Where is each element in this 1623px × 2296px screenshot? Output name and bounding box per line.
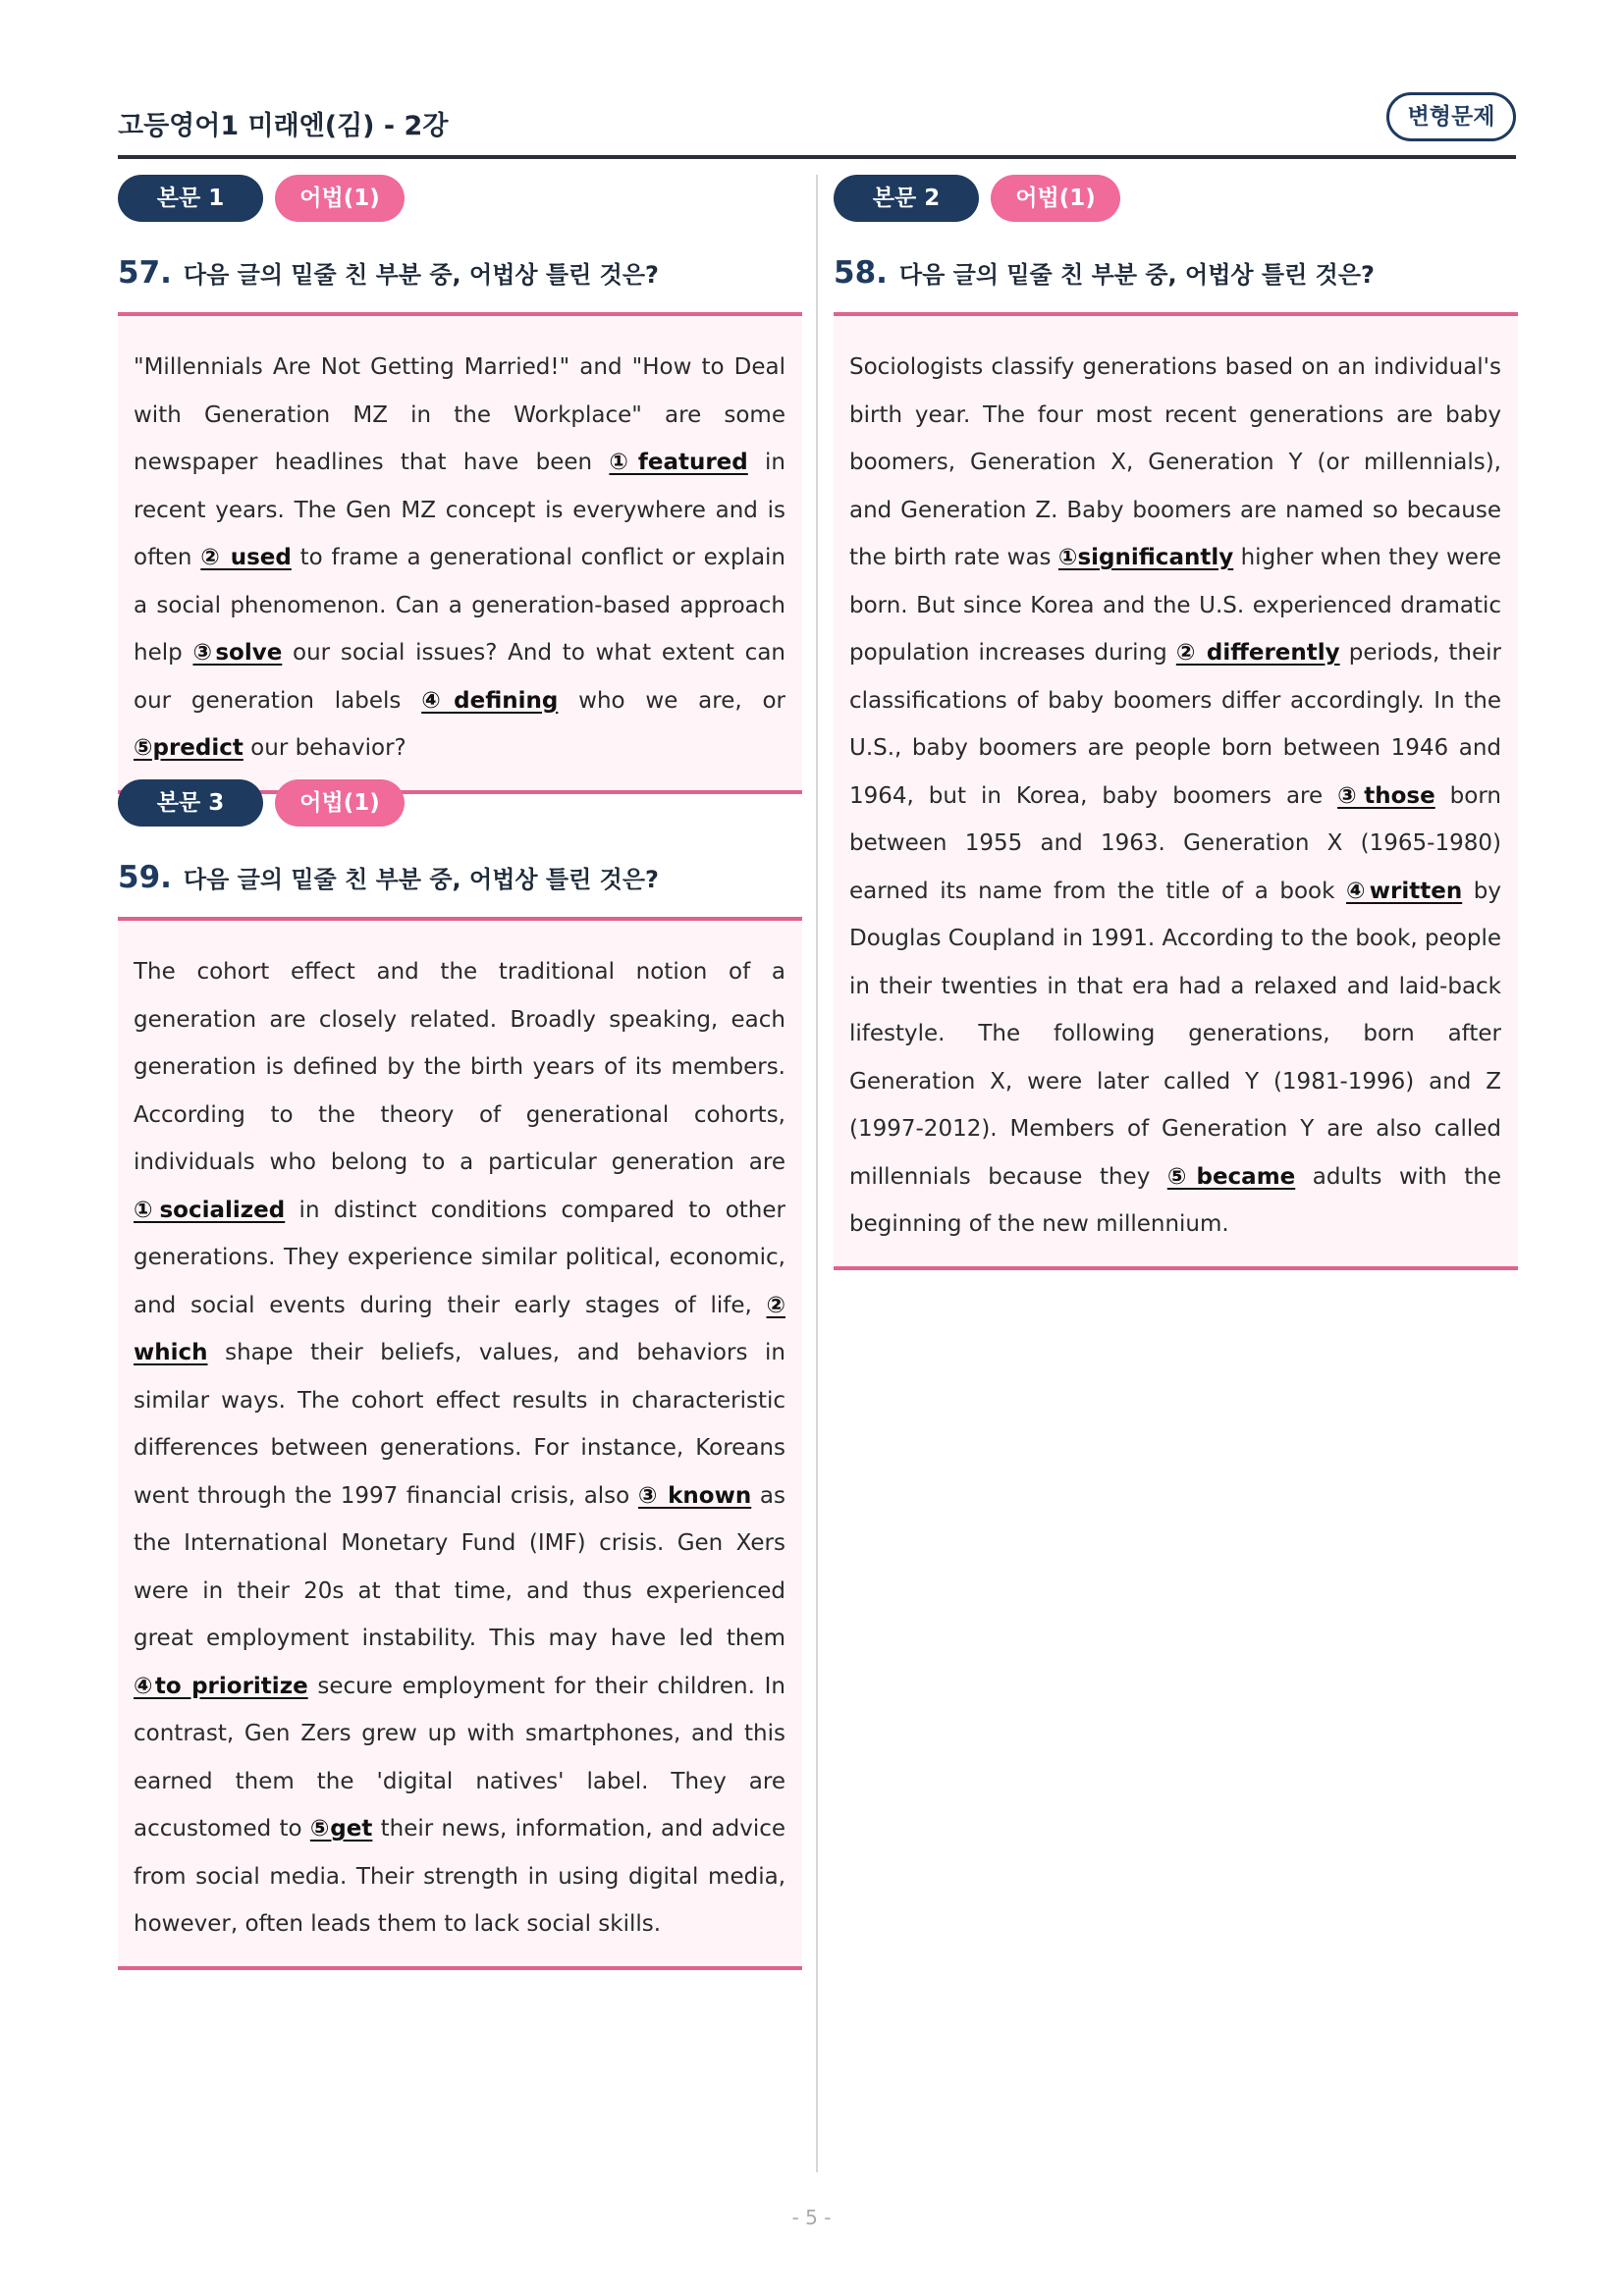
passage-segment: The cohort effect and the traditional notion of a generation are closely related. Broadly speaking, each generation is defined by the birth years of its members. According to the theory of generational cohorts, individuals who belong to a particular generation are xyxy=(134,959,785,1175)
underlined-choice: ③ known xyxy=(637,1482,752,1509)
underlined-choice: ④defining xyxy=(421,687,559,714)
question-number: 57. xyxy=(118,255,172,291)
passage-segment: "Millennials Are Not Getting Married!" and "How to Deal with Generation MZ in the Workplace" are some newspaper headlines that have been xyxy=(134,354,785,475)
category-tag: 어법(1) xyxy=(991,175,1120,222)
passage-box xyxy=(834,312,1518,1270)
underlined-choice: ①significantly xyxy=(1057,545,1234,570)
question-section-59 xyxy=(118,779,802,1937)
underlined-choice: ⑤predict xyxy=(134,735,243,761)
passage-segment: Sociologists classify generations based on an individual's birth year. The four most recent generations are baby boomers, Generation X, Generation Y (or millennials), and Generation Z. Baby boomers are named so because the birth rate was xyxy=(849,354,1501,570)
underlined-choice: ⑤became xyxy=(1166,1163,1296,1190)
passage-segment: their news, information, and advice from social media. Their strength in using digital media, however, often leads them to lack social skills. xyxy=(134,1816,786,1937)
tag-row xyxy=(834,175,1518,224)
underlined-choice: ② differently xyxy=(1175,640,1340,666)
question-number: 58. xyxy=(834,255,888,291)
passage-segment: shape their beliefs, values, and behaviors in similar ways. The cohort effect results in characteristic differences between generations. For instance, Koreans went through the 1997 financial crisis, also xyxy=(134,1340,785,1509)
underlined-choice: ④written xyxy=(1346,878,1463,904)
question-title xyxy=(834,255,1375,291)
underlined-choice: ② used xyxy=(200,545,292,570)
question-section-58 xyxy=(834,175,1518,1237)
passage-segment: by Douglas Coupland in 1991. According to the book, people in their twenties in that era had a relaxed and laid-back lifestyle. The following generations, born after Generation X, were later called Y (1981-1996) and Z (1997-2012). Members of Generation Y are also called millennials because they xyxy=(849,878,1501,1190)
underlined-choice: ③those xyxy=(1337,782,1435,809)
passage-segment: higher when they were born. But since Korea and the U.S. experienced dramatic population increases during xyxy=(849,545,1502,666)
question-text: 다음 글의 밑줄 친 부분 중, 어법상 틀린 것은? xyxy=(183,866,659,893)
category-tag: 어법(1) xyxy=(275,175,405,222)
passage-box xyxy=(118,917,802,1970)
underlined-choice: ② which xyxy=(134,1292,785,1365)
header-divider xyxy=(118,155,1516,159)
question-title xyxy=(118,860,659,895)
passage-segment: secure employment for their children. In contrast, Gen Zers grew up with smartphones, and this earned them the 'digital natives' label. They are accustomed to xyxy=(134,1673,786,1842)
question-text: 다음 글의 밑줄 친 부분 중, 어법상 틀린 것은? xyxy=(183,261,659,289)
passage-tag: 본문 2 xyxy=(834,175,979,222)
passage-text xyxy=(849,344,1501,1249)
page-header xyxy=(118,94,1516,159)
passage-segment: adults with the beginning of the new millennium. xyxy=(849,1163,1501,1237)
underlined-choice: ①socialized xyxy=(134,1197,286,1223)
passage-box xyxy=(118,312,802,794)
passage-segment: periods, their classifications of baby boomers differ accordingly. In the U.S., baby boomers are people born between 1946 and 1964, but in Korea, baby boomers are xyxy=(849,640,1501,809)
passage-segment: in recent years. The Gen MZ concept is everywhere and is often xyxy=(134,450,786,570)
underlined-choice: ④to prioritize xyxy=(134,1673,308,1699)
passage-segment: who we are, or xyxy=(558,687,785,714)
passage-tag: 본문 1 xyxy=(118,175,263,222)
passage-segment: our social issues? And to what extent can our generation labels xyxy=(134,640,785,714)
passage-segment: in distinct conditions compared to other generations. They experience similar political, economic, and social events during their early stages of life, xyxy=(134,1197,785,1318)
question-title xyxy=(118,255,659,291)
question-section-57 xyxy=(118,175,802,761)
page-number: - 5 - xyxy=(791,2206,832,2229)
column-divider xyxy=(816,175,818,2172)
passage-segment: born between 1955 and 1963. Generation X (1965-1980) earned its name from the title of a book xyxy=(849,782,1501,904)
underlined-choice: ①featured xyxy=(609,450,748,475)
question-type-badge: 변형문제 xyxy=(1386,92,1516,141)
passage-segment: to frame a generational conflict or explain a social phenomenon. Can a generation-based approach help xyxy=(134,545,786,666)
question-number: 59. xyxy=(118,860,172,895)
underlined-choice: ③solve xyxy=(192,640,283,666)
passage-text xyxy=(134,948,785,1949)
tag-row xyxy=(118,779,802,828)
tag-row xyxy=(118,175,802,224)
passage-tag: 본문 3 xyxy=(118,779,263,827)
passage-segment: as the International Monetary Fund (IMF) crisis. Gen Xers were in their 20s at that time, and thus experienced great employment instability. This may have led them xyxy=(134,1482,785,1651)
document-title: 고등영어1 미래엔(김) - 2강 xyxy=(118,111,449,141)
passage-segment: our behavior? xyxy=(243,735,406,761)
category-tag: 어법(1) xyxy=(275,779,405,827)
underlined-choice: ⑤get xyxy=(309,1816,373,1842)
passage-text xyxy=(134,344,785,773)
question-text: 다음 글의 밑줄 친 부분 중, 어법상 틀린 것은? xyxy=(898,261,1375,289)
